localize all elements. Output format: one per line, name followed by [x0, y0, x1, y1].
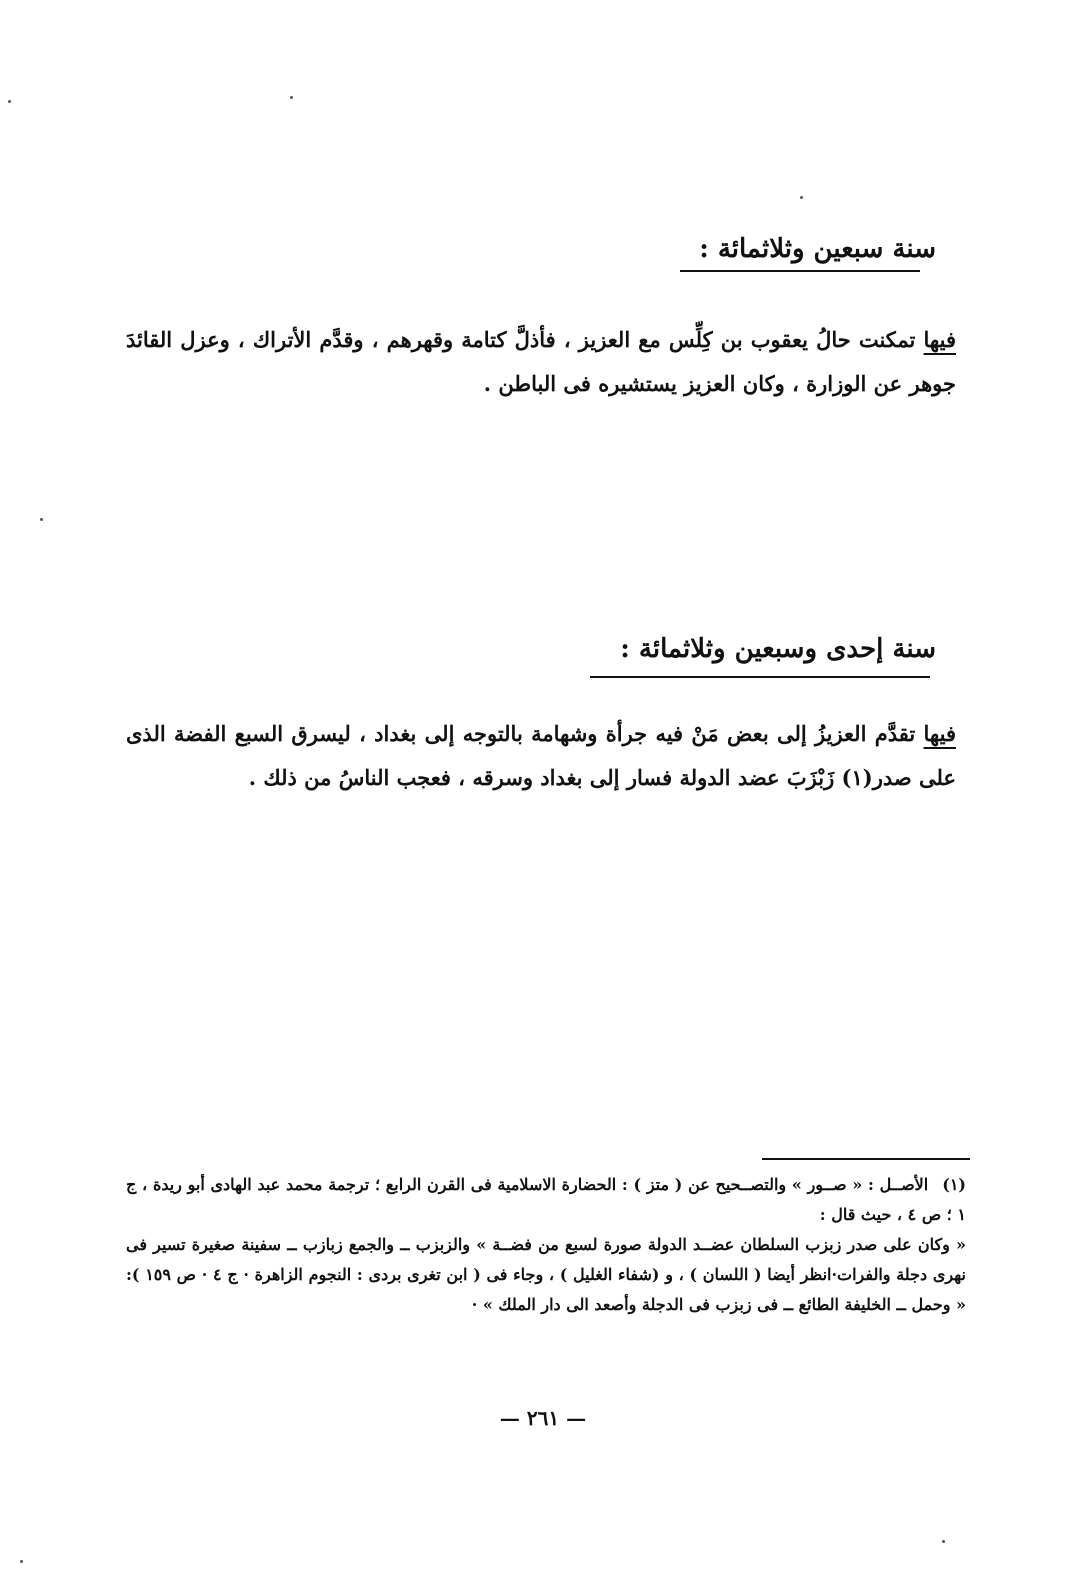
page-number: — ٢٦١ — — [499, 1406, 587, 1430]
footnote-marker: (١) — [942, 1175, 966, 1194]
paragraph-text: تمكنت حالُ يعقوب بن كِلِّس مع العزيز ، فأذلَّ كتامة وقهرهم ، وقدَّم الأتراك ، وعزل القائدَ جوهر عن الوزارة ، وكان العزيز يستشيره فى الباطن . — [126, 327, 956, 396]
paragraph-lead-word: فيها — [923, 327, 956, 352]
footnote-text: الأصــل : « صــور » والتصــحيح عن ( متز ) : الحضارة الاسلامية فى القرن الرابع ؛ ترجمة محمد عبد الهادى أبو ريدة ، ج ١ ؛ ص ٤ ، حيث قال : — [126, 1175, 966, 1224]
section-paragraph-371 — [126, 712, 956, 800]
section-paragraph-370 — [126, 318, 956, 406]
scan-speck — [8, 100, 11, 103]
section-heading-371: سنة إحدى وسبعين وثلاثمائة : — [620, 634, 936, 664]
scan-speck — [942, 1540, 945, 1543]
heading-underline-371 — [590, 676, 930, 678]
footnote-separator — [762, 1158, 970, 1160]
scan-speck — [800, 196, 803, 199]
paragraph-lead-word: فيها — [923, 721, 956, 746]
scan-speck — [40, 518, 43, 521]
heading-underline-370 — [680, 270, 920, 272]
scan-speck — [290, 96, 293, 99]
footnotes — [126, 1170, 966, 1320]
footnote-1 — [126, 1170, 966, 1230]
footnote-1-continuation: « وكان على صدر زبزب السلطان عضــد الدولة صورة لسبع من فضــة » والزبزب ــ والجمع زبازب ــ سفينة صغيرة تسير فى نهرى دجلة والفرات·انظر أيضا ( اللسان ) ، و (شفاء الغليل ) ، وجاء فى ( ابن تغرى بردى : النجوم الزاهرة · ج ٤ · ص ١٥٩ ): « وحمل ــ الخليفة الطائع ــ فى زبزب فى الدجلة وأصعد الى دار الملك » · — [126, 1235, 967, 1314]
scan-speck — [20, 1560, 23, 1563]
section-heading-370: سنة سبعين وثلاثمائة : — [699, 234, 936, 264]
paragraph-text: تقدَّم العزيزُ إلى بعض مَنْ فيه جرأة وشهامة بالتوجه إلى بغداد ، ليسرق السبع الفضة الذى على صدر(١) زَبْزَبَ عضد الدولة فسار إلى بغداد وسرقه ، فعجب الناسُ من ذلك . — [126, 721, 956, 790]
